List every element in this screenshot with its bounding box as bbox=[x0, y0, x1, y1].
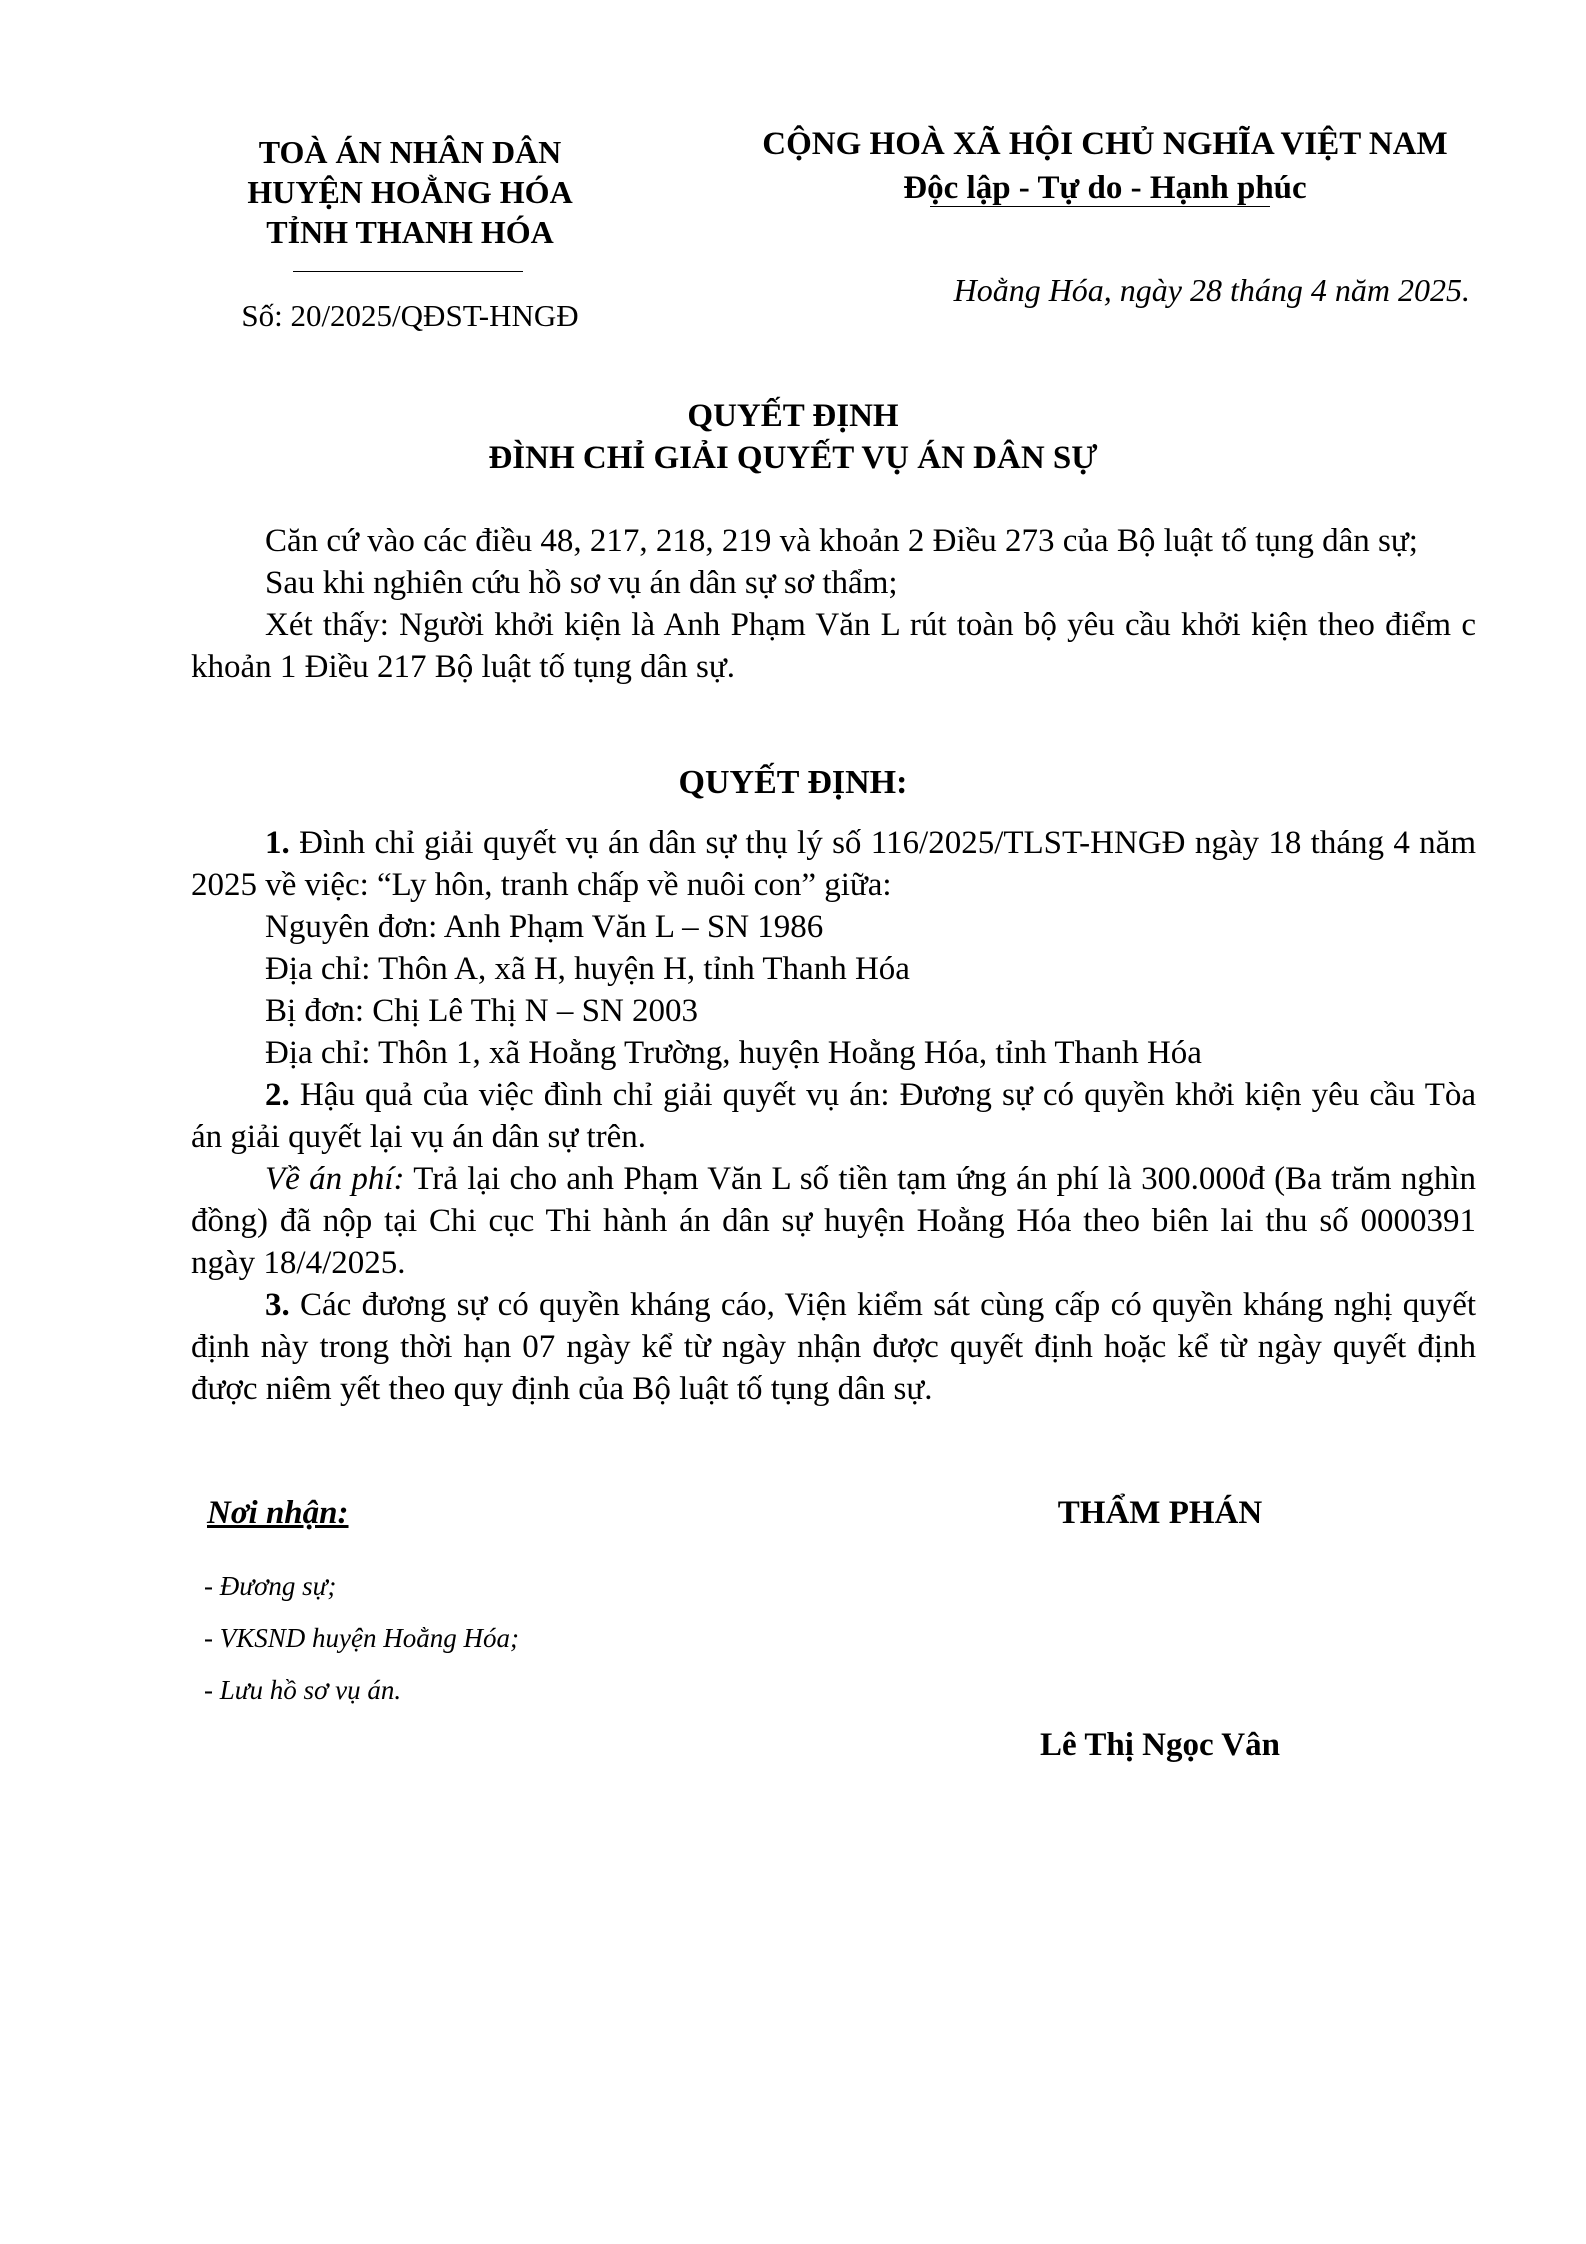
court-fee bbox=[191, 1158, 1476, 1284]
signer-role: THẨM PHÁN bbox=[1057, 1495, 1263, 1531]
issue-date: Hoằng Hóa, ngày 28 tháng 4 năm 2025. bbox=[953, 272, 1470, 308]
decision-heading: QUYẾT ĐỊNH: bbox=[678, 764, 908, 801]
recipient-item: - VKSND huyện Hoằng Hóa; bbox=[204, 1623, 519, 1653]
national-motto: Độc lập - Tự do - Hạnh phúc bbox=[903, 170, 1307, 206]
defendant: Bị đơn: Chị Lê Thị N – SN 2003 bbox=[265, 993, 699, 1029]
review-statement: Sau khi nghiên cứu hồ sơ vụ án dân sự sơ thẩm; bbox=[265, 565, 898, 601]
court-fee-label: Về án phí: bbox=[265, 1161, 405, 1197]
item-2 bbox=[191, 1074, 1476, 1158]
preamble bbox=[191, 520, 1476, 688]
document-number: Số: 20/2025/QĐST-HNGĐ bbox=[241, 298, 579, 333]
item-1 bbox=[191, 822, 1476, 906]
court-fee-text: Trả lại cho anh Phạm Văn L số tiền tạm ứng án phí là 300.000đ (Ba trăm nghìn đồng) đã nộp tại Chi cục Thi hành án dân sự huyện Hoằng Hóa theo biên lai thu số 0000391 ngày 18/4/2025. bbox=[191, 1161, 1477, 1281]
recipient-item: - Đương sự; bbox=[204, 1571, 337, 1601]
document-title: QUYẾT ĐỊNH bbox=[687, 398, 899, 434]
recipients-list bbox=[204, 1560, 519, 1716]
item-2-text: Hậu quả của việc đình chỉ giải quyết vụ án: Đương sự có quyền khởi kiện yêu cầu Tòa án giải quyết lại vụ án dân sự trên. bbox=[191, 1077, 1476, 1155]
item-3-number: 3. bbox=[265, 1287, 290, 1323]
plaintiff: Nguyên đơn: Anh Phạm Văn L – SN 1986 bbox=[265, 909, 824, 945]
court-name-line-3: TỈNH THANH HÓA bbox=[266, 214, 554, 250]
court-name-line-2: HUYỆN HOẰNG HÓA bbox=[247, 174, 573, 210]
national-header bbox=[715, 122, 1495, 210]
decision-body bbox=[191, 822, 1476, 1410]
plaintiff-address: Địa chỉ: Thôn A, xã H, huyện H, tỉnh Thanh Hóa bbox=[265, 951, 910, 987]
court-header bbox=[190, 132, 630, 252]
recipient-item: - Lưu hồ sơ vụ án. bbox=[204, 1675, 402, 1705]
motto-underline bbox=[930, 206, 1270, 207]
recipients-title: Nơi nhận: bbox=[207, 1495, 349, 1531]
consideration: Xét thấy: Người khởi kiện là Anh Phạm Văn L rút toàn bộ yêu cầu khởi kiện theo điểm c khoản 1 Điều 217 Bộ luật tố tụng dân sự. bbox=[191, 607, 1476, 685]
item-3 bbox=[191, 1284, 1476, 1410]
item-1-number: 1. bbox=[265, 825, 290, 861]
country-name: CỘNG HOÀ XÃ HỘI CHỦ NGHĨA VIỆT NAM bbox=[762, 126, 1448, 162]
signer-name: Lê Thị Ngọc Vân bbox=[1040, 1727, 1280, 1763]
legal-basis: Căn cứ vào các điều 48, 217, 218, 219 và khoản 2 Điều 273 của Bộ luật tố tụng dân sự; bbox=[265, 523, 1418, 559]
item-3-text: Các đương sự có quyền kháng cáo, Viện kiểm sát cùng cấp có quyền kháng nghị quyết định này trong thời hạn 07 ngày kể từ ngày nhận được quyết định hoặc kể từ ngày quyết định được niêm yết theo quy định của Bộ luật tố tụng dân sự. bbox=[191, 1287, 1477, 1407]
item-2-number: 2. bbox=[265, 1077, 290, 1113]
defendant-address: Địa chỉ: Thôn 1, xã Hoằng Trường, huyện Hoằng Hóa, tỉnh Thanh Hóa bbox=[265, 1035, 1202, 1071]
court-name-line-1: TOÀ ÁN NHÂN DÂN bbox=[258, 134, 562, 170]
document-subtitle: ĐÌNH CHỈ GIẢI QUYẾT VỤ ÁN DÂN SỰ bbox=[488, 440, 1098, 476]
item-1-text: Đình chỉ giải quyết vụ án dân sự thụ lý số 116/2025/TLST-HNGĐ ngày 18 tháng 4 năm 2025 về việc: “Ly hôn, tranh chấp về nuôi con” giữa: bbox=[191, 825, 1477, 903]
header-divider-left bbox=[293, 271, 523, 272]
